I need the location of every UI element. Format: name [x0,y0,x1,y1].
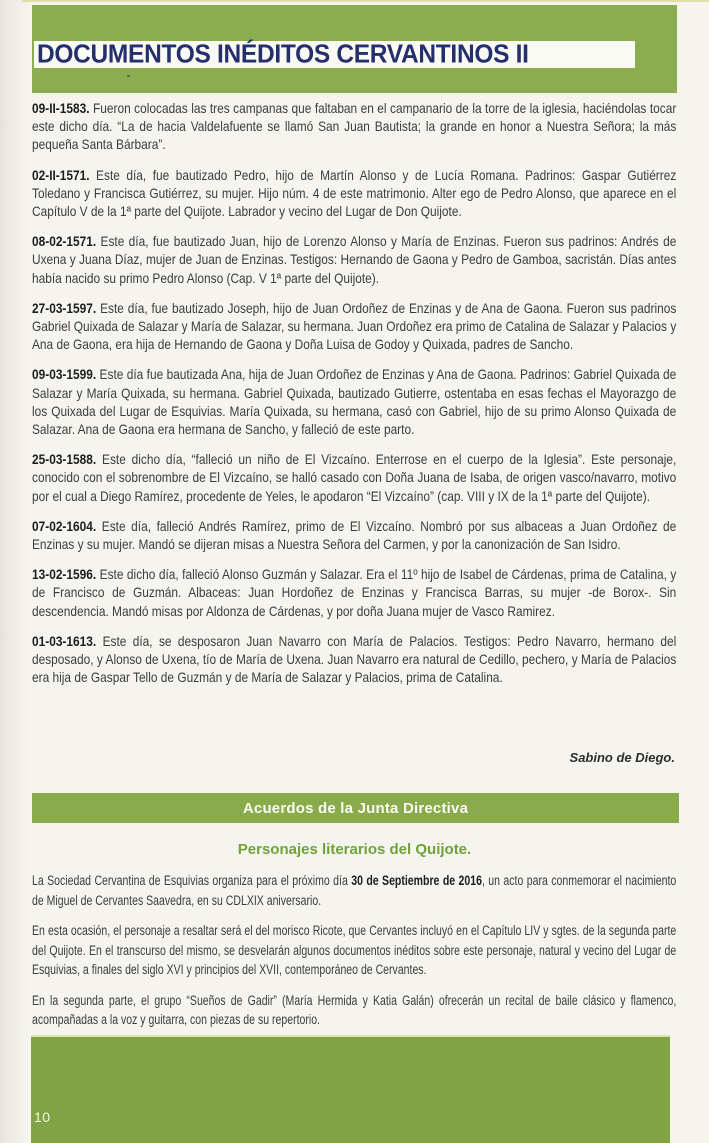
entry-date: 09-03-1599. [32,366,97,383]
entry-date: 09-II-1583. [32,100,90,116]
board-paragraphs [32,871,677,1033]
entry-date: 07-02-1604. [32,517,97,534]
announcement-text-before: La Sociedad Cervantina de Esquivias organiza para el próximo día [32,873,352,888]
board-paragraph-ricote: En esta ocasión, el personaje a resaltar será el del morisco Ricote, que Cervantes incluyó en el Capítulo LIV y sgtes. de la segunda parte del Quijote. En el transcurso del mismo, se desvelarán algunos documentos inéditos sobre este personaje, natural y vecino del Lugar de Esquivias, a finales del siglo XVI y principios del XVII, contemporáneo de Cervantes. [32,923,677,977]
entry-text: Este día, fue bautizado Juan, hijo de Lorenzo Alonso y María de Enzinas. Fueron sus padrinos: Andrés de Uxena y Juana Díaz, mujer de Juan de Enzinas. Testigos: Hernando de Gaona y Pedro de Gamboa, sacristán. Días antes había nacido su primo Pedro Alonso (Cap. V 1ª parte del Quijote). [32,233,677,286]
entry [32,365,676,438]
entry [32,632,676,687]
board-paragraph-announcement [32,871,676,910]
entry-date: 25-03-1588. [32,451,97,468]
entry-text: Este dicho día, “falleció un niño de El Vizcaíno. Enterrose en el cuerpo de la Iglesia”. Este personaje, conocido con el sobrenombre de El Vizcaíno, se halló casado con Doña Juana de Isaba, de origen vasco/navarro, motivo por el cual a Diego Ramírez, procedente de Yeles, le apodaron “El Vizcaíno” (cap. VIII y IX de la 1ª parte del Quijote). [32,451,677,504]
title-strip [34,41,635,68]
footer-banner [31,1035,670,1143]
entry-text: Este dicho día, falleció Alonso Guzmán y Salazar. Era el 11º hijo de Isabel de Cárdenas, prima de Catalina, y de Francisco de Guzmán. Albaceas: Juan Hordoñez de Enzinas y Francisca Barras, su mujer -de Borox-. Sin descendencia. Mandó misas por Aldonza de Cárdenas, y por doña Juana mujer de Vasco Ramirez. [32,566,677,619]
section-bar [32,793,679,823]
entry-date: 13-02-1596. [32,566,97,583]
entry-text: Este día, se desposaron Juan Navarro con María de Palacios. Testigos: Pedro Navarro, hermano del desposado, y Alonso de Uxena, tío de María de Uxena. Juan Navarro era natural de Cedillo, pechero, y María de Palacios era hija de Gaspar Tello de Guzmán y de María de Salazar y Palacios, prima de Catalina. [32,632,677,686]
author-signature: Sabino de Diego. [569,750,675,765]
entry-text: Este día, fue bautizado Joseph, hijo de Juan Ordoñez de Enzinas y de Ana de Gaona. Fueron sus padrinos Gabriel Quixada de Salazar y María de Salazar, su hermana. Juan Ordoñez era primo de Catalina de Salazar y Palacios y Ana de Gaona, era hija de Hernando de Gaona y Doña Luisa de Godoy y Quixada, padres de Sancho. [32,299,677,353]
section-subheading: Personajes literarios del Quijote. [237,841,472,858]
entry-text: Este día, falleció Andrés Ramírez, primo de El Vizcaíno. Nombró por sus albaceas a Juan Ordoñez de Enzinas y su mujer. Mandó se dijeran misas a Nuestra Señora del Carmen, y por la canonización de San Isidro. [32,517,677,553]
entries-column [32,99,676,686]
entry-date: 01-03-1613. [32,632,97,649]
board-column [32,871,676,1030]
board-paragraph-recital: En la segunda parte, el grupo “Sueños de Gadir” (María Hermida y Katia Galán) ofrecerán un recital de baile clásico y flamenco, acompañadas a la voz y guitarra, con piezas de su repertorio. [32,992,677,1027]
announcement-date: 30 de Septiembre de 2016 [351,873,482,888]
entry [32,565,676,620]
entry-text: Este día fue bautizada Ana, hija de Juan Ordoñez de Enzinas y Ana de Gaona. Padrinos: Gabriel Quixada de Salazar y María Quixada, su hermana. Gabriel Quixada, bautizado Gutierre, ostentaba en esas fechas el Mayorazgo de los Quixada del Lugar de Esquivias. María Quixada, su hermana, casó con Gabriel, hijo de su primo Alonso Quixada de Salazar. Ana de Gaona era hermana de Sancho, y falleció de este parto. [32,366,677,438]
entry [32,166,676,221]
entry-date: 27-03-1597. [32,299,97,316]
entry [32,450,676,505]
ink-speck [127,75,130,77]
section-bar-title: Acuerdos de la Junta Directiva [242,799,469,817]
header-banner [32,5,677,93]
announcement-text-after: , un acto para conmemorar el nacimiento de Miguel de Cervantes Saavedra, en su CDLXIX aniversario. [32,873,677,908]
entry [32,232,676,287]
page-title: DOCUMENTOS INÉDITOS CERVANTINOS II [37,40,529,69]
entry-text: Este día, fue bautizado Pedro, hijo de Martín Alonso y de Lucía Romana. Padrinos: Gaspar Gutiérrez Toledano y Francisca Gutiérrez, su mujer. Hijo núm. 4 de este matrimonio. Alter ego de Pedro Alonso, que aparece en el Capítulo V de la 1ª parte del Quijote. Labrador y vecino del Lugar de Don Quijote. [32,166,677,220]
entry-date: 08-02-1571. [32,233,97,250]
entry [32,299,676,354]
page-top-edge-line [22,0,709,2]
entries-section [32,99,677,747]
entry [32,517,676,553]
entry [32,99,676,154]
entry-text: Fueron colocadas las tres campanas que faltaban en el campanario de la torre de la iglesia, haciéndolas tocar este dicho día. “La de hacia Valdelafuente se llamó San Juan Bautista; la grande en honor a Nuestra Señora; la más pequeña Santa Bárbara”. [32,100,677,153]
entry-date: 02-II-1571. [32,166,90,183]
page-number: 10 [34,1109,51,1125]
